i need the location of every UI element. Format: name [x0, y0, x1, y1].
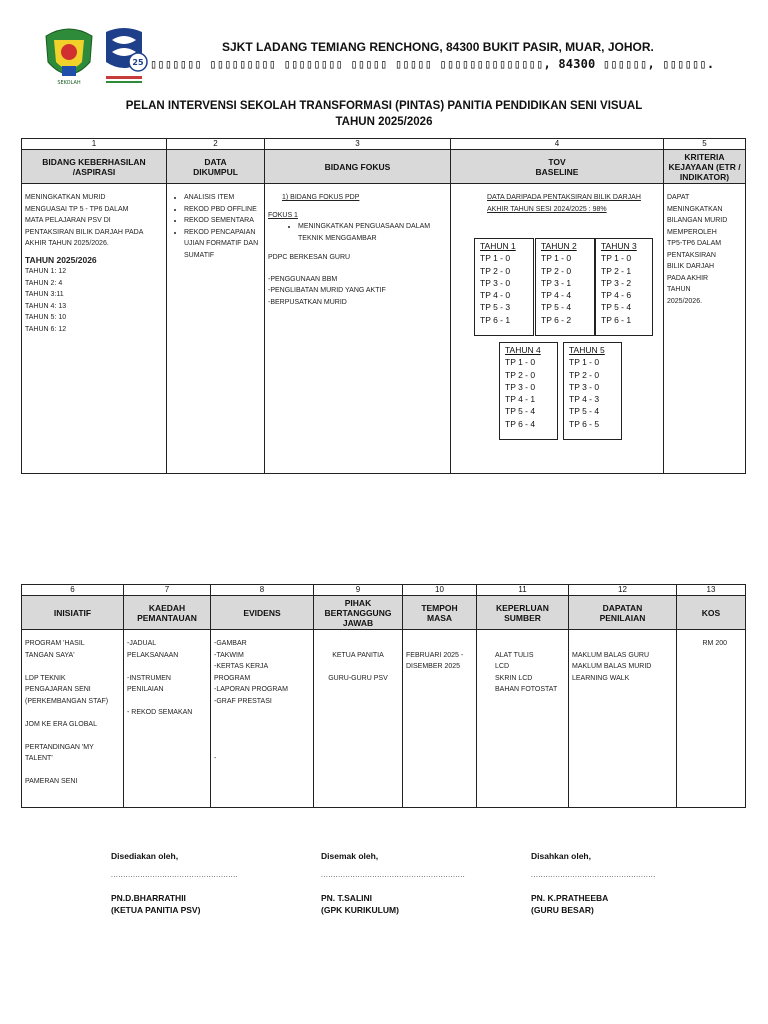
- column-number: 3: [265, 139, 451, 150]
- pdpc-list: -PENGGUNAAN BBM -PENGLIBATAN MURID YANG AKTIF -BERPUSATKAN MURID: [268, 275, 386, 306]
- column-number: 5: [664, 139, 746, 150]
- data-collected-cell: [167, 184, 265, 474]
- header-evidens: EVIDENS: [211, 596, 314, 630]
- list-item: • REKOD SEMENTARA: [184, 215, 261, 227]
- baseline-percent: 98%: [592, 205, 607, 213]
- column-number: 13: [677, 585, 746, 596]
- signature-line: ....................................................: [111, 872, 239, 879]
- signature-line: ...........................................................: [321, 872, 466, 879]
- signature-reviewed-name: PN. T.SALINI (GPK KURIKULUM): [321, 893, 399, 915]
- tp-box-tahun-3: TAHUN 3 TP 1 - 0 TP 2 - 1 TP 3 - 2 TP 4 - 6 TP 5 - 4 TP 6 - 1: [595, 238, 653, 336]
- period-cell: FEBRUARI 2025 - DISEMBER 2025: [403, 630, 477, 808]
- tp-box-tahun-4: TAHUN 4 TP 1 - 0 TP 2 - 0 TP 3 - 0 TP 4 - 1 TP 5 - 4 TP 6 - 4: [499, 342, 558, 440]
- ministry-25-logo: [98, 22, 150, 88]
- column-number: 10: [403, 585, 477, 596]
- list-item: • REKOD PBD OFFLINE: [184, 204, 261, 216]
- target-year-title: TAHUN 2025/2026: [25, 254, 97, 265]
- header-tov-baseline: TOV BASELINE: [451, 150, 664, 184]
- signature-line: ...................................................: [531, 872, 656, 879]
- pdpc-label: PDPC BERKESAN GURU: [268, 254, 351, 261]
- focus-label: FOKUS 1: [268, 211, 298, 219]
- tp-box-tahun-2: TAHUN 2 TP 1 - 0 TP 2 - 0 TP 3 - 1 TP 4 - 4 TP 5 - 4 TP 6 - 2: [535, 238, 595, 336]
- svg-text:25: 25: [132, 58, 144, 67]
- focus-list: [268, 221, 447, 244]
- aspiration-cell: [22, 184, 167, 474]
- header-dapatan-penilaian: DAPATAN PENILAIAN: [569, 596, 677, 630]
- column-number: 11: [477, 585, 569, 596]
- signature-approved: Disahkan oleh,: [531, 851, 591, 861]
- list-item: • REKOD PENCAPAIAN UJIAN FORMATIF DAN SUMATIF: [184, 227, 261, 262]
- column-number: 4: [451, 139, 664, 150]
- column-number: 2: [167, 139, 265, 150]
- column-number: 7: [124, 585, 211, 596]
- column-number: 1: [22, 139, 167, 150]
- header-keperluan-sumber: KEPERLUAN SUMBER: [477, 596, 569, 630]
- header-bidang-keberhasilan: BIDANG KEBERHASILAN /ASPIRASI: [22, 150, 167, 184]
- baseline-source: DATA DARIPADA PENTAKSIRAN BILIK DARJAH AKHIR TAHUN SESI 2024/2025 : 98%: [487, 194, 641, 213]
- column-number: 8: [211, 585, 314, 596]
- plan-title: PELAN INTERVENSI SEKOLAH TRANSFORMASI (PINTAS) PANITIA PENDIDIKAN SENI VISUAL: [125, 100, 643, 112]
- header-kriteria-kejayaan: KRITERIA KEJAYAAN (ETR / INDIKATOR): [664, 150, 746, 184]
- header-tempoh-masa: TEMPOH MASA: [403, 596, 477, 630]
- resources-cell: ALAT TULIS LCD SKRIN LCD BAHAN FOTOSTAT: [477, 630, 569, 808]
- list-item: • ANALISIS ITEM: [184, 192, 261, 204]
- aspiration-text: MENINGKATKAN MURID MENGUASAI TP 5 - TP6 DALAM MATA PELAJARAN PSV DI PENTAKSIRAN BILIK DARJAH PADA AKHIR TAHUN 2025/2026.: [25, 194, 144, 247]
- tp-box-tahun-5: TAHUN 5 TP 1 - 0 TP 2 - 0 TP 3 - 0 TP 4 - 3 TP 5 - 4 TP 6 - 5: [563, 342, 622, 440]
- list-item: • MENINGKATKAN PENGUASAAN DALAM TEKNIK MENGGAMBAR: [298, 221, 447, 244]
- cost-cell: RM 200: [677, 630, 746, 808]
- initiative-cell: PROGRAM 'HASIL TANGAN SAYA' LDP TEKNIK PENGAJARAN SENI (PERKEMBANGAN STAF) JOM KE ERA GLOBAL PERTANDINGAN 'MY TALENT' PAMERAN SENI: [22, 630, 124, 808]
- header-bidang-fokus: BIDANG FOKUS: [265, 150, 451, 184]
- evaluation-cell: MAKLUM BALAS GURU MAKLUM BALAS MURID LEARNING WALK: [569, 630, 677, 808]
- column-number: 6: [22, 585, 124, 596]
- school-crest-logo: [40, 22, 98, 88]
- header-inisiatif: INISIATIF: [22, 596, 124, 630]
- responsible-cell: KETUA PANITIA GURU-GURU PSV: [314, 630, 403, 808]
- focus-area-item: 1) BIDANG FOKUS PDP: [282, 194, 360, 201]
- column-number: 12: [569, 585, 677, 596]
- column-number: 9: [314, 585, 403, 596]
- svg-text:SEKOLAH: SEKOLAH: [57, 80, 81, 86]
- focus-area-cell: [265, 184, 451, 474]
- monitoring-cell: -JADUAL PELAKSANAAN -INSTRUMEN PENILAIAN - REKOD SEMAKAN: [124, 630, 211, 808]
- signature-approved-name: PN. K.PRATHEEBA (GURU BESAR): [531, 893, 609, 915]
- evidence-cell: -GAMBAR -TAKWIM -KERTAS KERJA PROGRAM -LAPORAN PROGRAM -GRAF PRESTASI -: [211, 630, 314, 808]
- signature-reviewed: Disemak oleh,: [321, 851, 379, 861]
- signature-prepared: Disediakan oleh,: [111, 851, 179, 861]
- data-collected-list: [170, 192, 261, 261]
- plan-year: TAHUN 2025/2026: [335, 116, 433, 128]
- school-name-line: SJKT LADANG TEMIANG RENCHONG, 84300 BUKIT PASIR, MUAR, JOHOR.: [222, 40, 654, 54]
- intervention-plan-table-2: [21, 584, 746, 808]
- success-criteria-cell: DAPAT MENINGKATKAN BILANGAN MURID MEMPEROLEH TP5-TP6 DALAM PENTAKSIRAN BILIK DARJAH PADA AKHIR TAHUN 2025/2026.: [664, 184, 746, 474]
- target-year-list: TAHUN 1: 12 TAHUN 2: 4 TAHUN 3:11 TAHUN 4: 13 TAHUN 5: 10 TAHUN 6: 12: [25, 268, 67, 333]
- school-name-tamil-line: ▯▯▯▯▯▯▯ ▯▯▯▯▯▯▯▯▯ ▯▯▯▯▯▯▯▯ ▯▯▯▯▯ ▯▯▯▯▯ ▯▯▯▯▯▯▯▯▯▯▯▯▯▯, 84300 ▯▯▯▯▯▯, ▯▯▯▯▯▯.: [150, 57, 715, 71]
- signature-prepared-name: PN.D.BHARRATHII (KETUA PANITIA PSV): [111, 893, 201, 915]
- header-data-dikumpul: DATA DIKUMPUL: [167, 150, 265, 184]
- header-kos: KOS: [677, 596, 746, 630]
- tp-box-tahun-1: TAHUN 1 TP 1 - 0 TP 2 - 0 TP 3 - 0 TP 4 - 0 TP 5 - 3 TP 6 - 1: [474, 238, 534, 336]
- header-pihak-bertanggungjawab: PIHAK BERTANGGUNG JAWAB: [314, 596, 403, 630]
- header-kaedah-pemantauan: KAEDAH PEMANTAUAN: [124, 596, 211, 630]
